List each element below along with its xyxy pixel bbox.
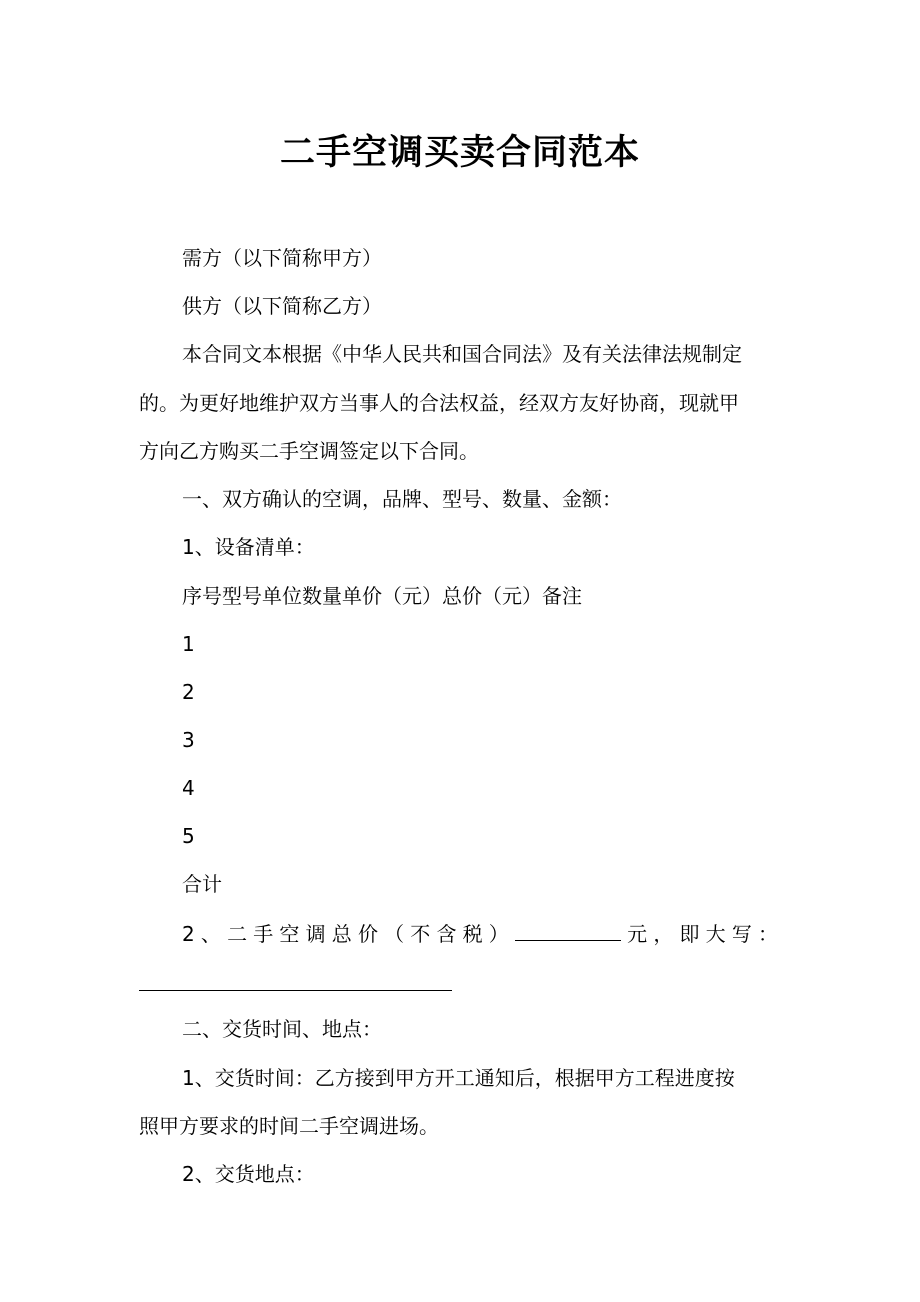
- section-2-heading: 二、交货时间、地点：: [182, 1017, 382, 1041]
- delivery-time-line-2: 照甲方要求的时间二手空调进场。: [139, 1114, 439, 1138]
- equipment-list-label: 1、设备清单：: [182, 535, 315, 559]
- table-row-number: 5: [182, 824, 195, 848]
- total-price-char: ，: [653, 922, 674, 946]
- party-b-line: 供方（以下简称乙方）: [182, 294, 382, 318]
- total-price-char: 2: [182, 922, 195, 946]
- table-total-label: 合计: [182, 872, 222, 896]
- amount-in-words-blank[interactable]: [139, 990, 452, 991]
- total-price-char: 二: [227, 922, 248, 946]
- total-price-char: 税: [462, 922, 483, 946]
- total-price-char: 大: [705, 922, 726, 946]
- total-price-char: 含: [436, 922, 457, 946]
- preamble-line-3: 方向乙方购买二手空调签定以下合同。: [139, 439, 479, 463]
- total-price-line: [182, 918, 778, 949]
- total-price-char: 调: [305, 922, 326, 946]
- total-price-char: 、: [200, 922, 221, 946]
- preamble-line-1: 本合同文本根据《中华人民共和国合同法》及有关法律法规制定: [182, 342, 742, 366]
- total-price-char: 价: [357, 922, 378, 946]
- section-1-heading: 一、双方确认的空调，品牌、型号、数量、金额：: [182, 487, 622, 511]
- total-price-blank[interactable]: [515, 918, 621, 941]
- preamble-line-2: 的。为更好地维护双方当事人的合法权益，经双方友好协商，现就甲: [139, 391, 739, 415]
- total-price-char: 空: [279, 922, 300, 946]
- total-price-char: （: [384, 922, 405, 946]
- delivery-location-line: 2、交货地点：: [182, 1162, 315, 1186]
- total-price-char: 不: [410, 922, 431, 946]
- table-row-number: 4: [182, 776, 195, 800]
- total-price-char: 元: [627, 922, 648, 946]
- table-row-number: 1: [182, 632, 195, 656]
- total-price-char: 即: [679, 922, 700, 946]
- total-price-char: 写: [731, 922, 752, 946]
- total-price-char: 总: [331, 922, 352, 946]
- table-row-number: 3: [182, 728, 195, 752]
- party-a-line: 需方（以下简称甲方）: [182, 246, 382, 270]
- document-title: 二手空调买卖合同范本: [279, 132, 640, 173]
- total-price-char: ）: [488, 922, 509, 946]
- total-price-char: 手: [253, 922, 274, 946]
- table-row-number: 2: [182, 680, 195, 704]
- delivery-time-line-1: 1、交货时间：乙方接到甲方开工通知后，根据甲方工程进度按: [182, 1066, 735, 1090]
- total-price-char: ：: [758, 922, 778, 946]
- equipment-table-header: 序号型号单位数量单价（元）总价（元）备注: [182, 584, 582, 608]
